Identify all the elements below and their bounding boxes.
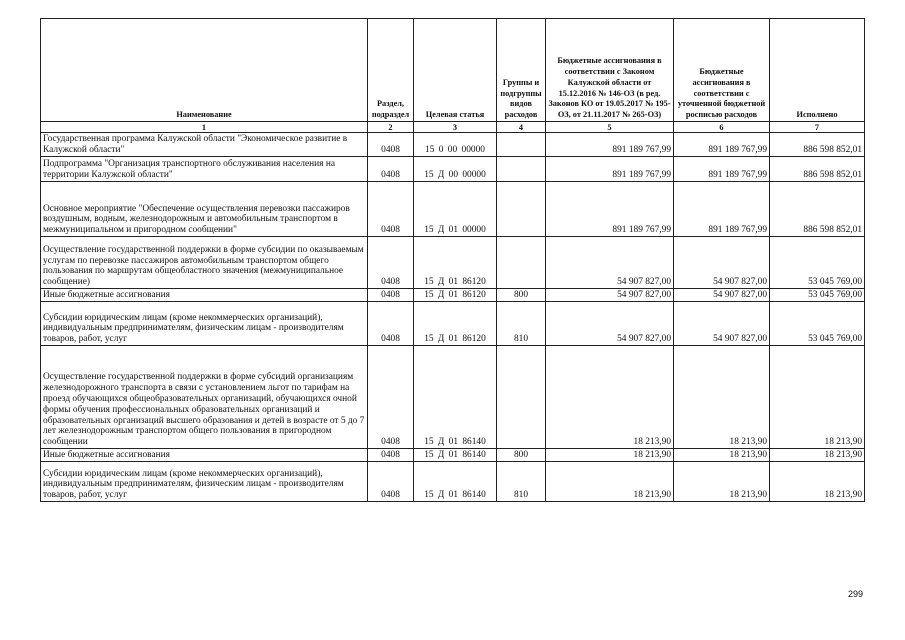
row-executed-amount: 18 213,90 [770, 462, 865, 502]
row-law-amount: 18 213,90 [546, 346, 674, 449]
row-refined-amount: 891 189 767,99 [674, 157, 770, 182]
row-name: Иные бюджетные ассигнования [41, 449, 368, 462]
row-refined-amount: 54 907 827,00 [674, 302, 770, 346]
row-section: 0408 [368, 289, 414, 302]
row-section: 0408 [368, 449, 414, 462]
row-section: 0408 [368, 133, 414, 157]
row-section: 0408 [368, 346, 414, 449]
row-section: 0408 [368, 302, 414, 346]
row-section: 0408 [368, 462, 414, 502]
table-row [41, 133, 865, 157]
row-target: 15 Д 01 86120 [414, 237, 497, 289]
column-number: 6 [674, 122, 770, 133]
row-refined-amount: 891 189 767,99 [674, 182, 770, 237]
row-name: Основное мероприятие "Обеспечение осуществления перевозки пассажиров воздушным, водным, железнодорожным и автомобильным транспортом в межмуниципальном и пригородном сообщении" [41, 182, 368, 237]
row-group: 810 [497, 462, 546, 502]
row-target: 15 Д 01 86120 [414, 289, 497, 302]
row-executed-amount: 18 213,90 [770, 346, 865, 449]
table-row [41, 157, 865, 182]
table-row [41, 302, 865, 346]
row-name: Субсидии юридическим лицам (кроме некоммерческих организаций), индивидуальным предпринимателям, физическим лицам - производителям товаров, работ, услуг [41, 302, 368, 346]
row-target: 15 Д 01 00000 [414, 182, 497, 237]
row-section: 0408 [368, 237, 414, 289]
row-executed-amount: 53 045 769,00 [770, 237, 865, 289]
row-refined-amount: 891 189 767,99 [674, 133, 770, 157]
row-refined-amount: 54 907 827,00 [674, 237, 770, 289]
row-group: 810 [497, 302, 546, 346]
header-refined-allocations: Бюджетные ассигнования в соответствии с уточненной бюджетной росписью расходов [674, 19, 770, 122]
row-refined-amount: 18 213,90 [674, 449, 770, 462]
page-number: 299 [848, 589, 864, 599]
row-law-amount: 54 907 827,00 [546, 289, 674, 302]
row-executed-amount: 886 598 852,01 [770, 157, 865, 182]
column-number: 3 [414, 122, 497, 133]
row-executed-amount: 53 045 769,00 [770, 289, 865, 302]
row-group: 800 [497, 449, 546, 462]
header-target: Целевая статья [414, 19, 497, 122]
row-name: Осуществление государственной поддержки в форме субсидии по оказываемым услугам по перевозке пассажиров автомобильным транспортом общего пользования по маршрутам общеобластного значения (межмуниципальное сообщение) [41, 237, 368, 289]
column-number: 7 [770, 122, 865, 133]
row-group [497, 237, 546, 289]
row-section: 0408 [368, 182, 414, 237]
row-name: Подпрограмма "Организация транспортного обслуживания населения на территории Калужской области" [41, 157, 368, 182]
header-section: Раздел, подраздел [368, 19, 414, 122]
row-section: 0408 [368, 157, 414, 182]
row-executed-amount: 53 045 769,00 [770, 302, 865, 346]
row-law-amount: 54 907 827,00 [546, 237, 674, 289]
table-row [41, 346, 865, 449]
row-refined-amount: 18 213,90 [674, 346, 770, 449]
table-row [41, 182, 865, 237]
budget-table [40, 18, 865, 502]
column-number: 5 [546, 122, 674, 133]
row-law-amount: 891 189 767,99 [546, 157, 674, 182]
column-number-row [41, 122, 865, 133]
column-number: 1 [41, 122, 368, 133]
row-executed-amount: 886 598 852,01 [770, 133, 865, 157]
row-executed-amount: 18 213,90 [770, 449, 865, 462]
row-name: Осуществление государственной поддержки в форме субсидий организациям железнодорожного транспорта в связи с установлением льгот по тарифам на проезд обучающихся общеобразовательных организаций, обучающихся очной формы обучения профессиональных образовательных организаций и образовательных организаций высшего образования и детей в возрасте от 5 до 7 лет железнодорожным транспортом общего пользования в пригородном сообщении [41, 346, 368, 449]
row-target: 15 Д 01 86140 [414, 346, 497, 449]
row-target: 15 Д 01 86140 [414, 462, 497, 502]
header-law-allocations: Бюджетные ассигнования в соответствии с Законом Калужской области от 15.12.2016 № 146-ОЗ (в ред. Законов КО от 19.05.2017 № 195-ОЗ, от 21.11.2017 № 265-ОЗ) [546, 19, 674, 122]
row-group [497, 346, 546, 449]
row-name: Иные бюджетные ассигнования [41, 289, 368, 302]
row-law-amount: 54 907 827,00 [546, 302, 674, 346]
column-number: 4 [497, 122, 546, 133]
row-law-amount: 18 213,90 [546, 462, 674, 502]
row-refined-amount: 18 213,90 [674, 462, 770, 502]
row-target: 15 Д 01 86140 [414, 449, 497, 462]
row-target: 15 Д 00 00000 [414, 157, 497, 182]
row-group: 800 [497, 289, 546, 302]
row-executed-amount: 886 598 852,01 [770, 182, 865, 237]
table-row [41, 462, 865, 502]
row-law-amount: 18 213,90 [546, 449, 674, 462]
row-name: Субсидии юридическим лицам (кроме некоммерческих организаций), индивидуальным предпринимателям, физическим лицам - производителям товаров, работ, услуг [41, 462, 368, 502]
table-row [41, 237, 865, 289]
row-refined-amount: 54 907 827,00 [674, 289, 770, 302]
table-row [41, 289, 865, 302]
header-groups: Группы и подгруппы видов расходов [497, 19, 546, 122]
row-group [497, 182, 546, 237]
row-law-amount: 891 189 767,99 [546, 133, 674, 157]
table-row [41, 449, 865, 462]
header-row [41, 19, 865, 122]
row-target: 15 0 00 00000 [414, 133, 497, 157]
row-target: 15 Д 01 86120 [414, 302, 497, 346]
row-law-amount: 891 189 767,99 [546, 182, 674, 237]
column-number: 2 [368, 122, 414, 133]
header-executed: Исполнено [770, 19, 865, 122]
row-name: Государственная программа Калужской области "Экономическое развитие в Калужской области" [41, 133, 368, 157]
row-group [497, 157, 546, 182]
row-group [497, 133, 546, 157]
header-name: Наименование [41, 19, 368, 122]
